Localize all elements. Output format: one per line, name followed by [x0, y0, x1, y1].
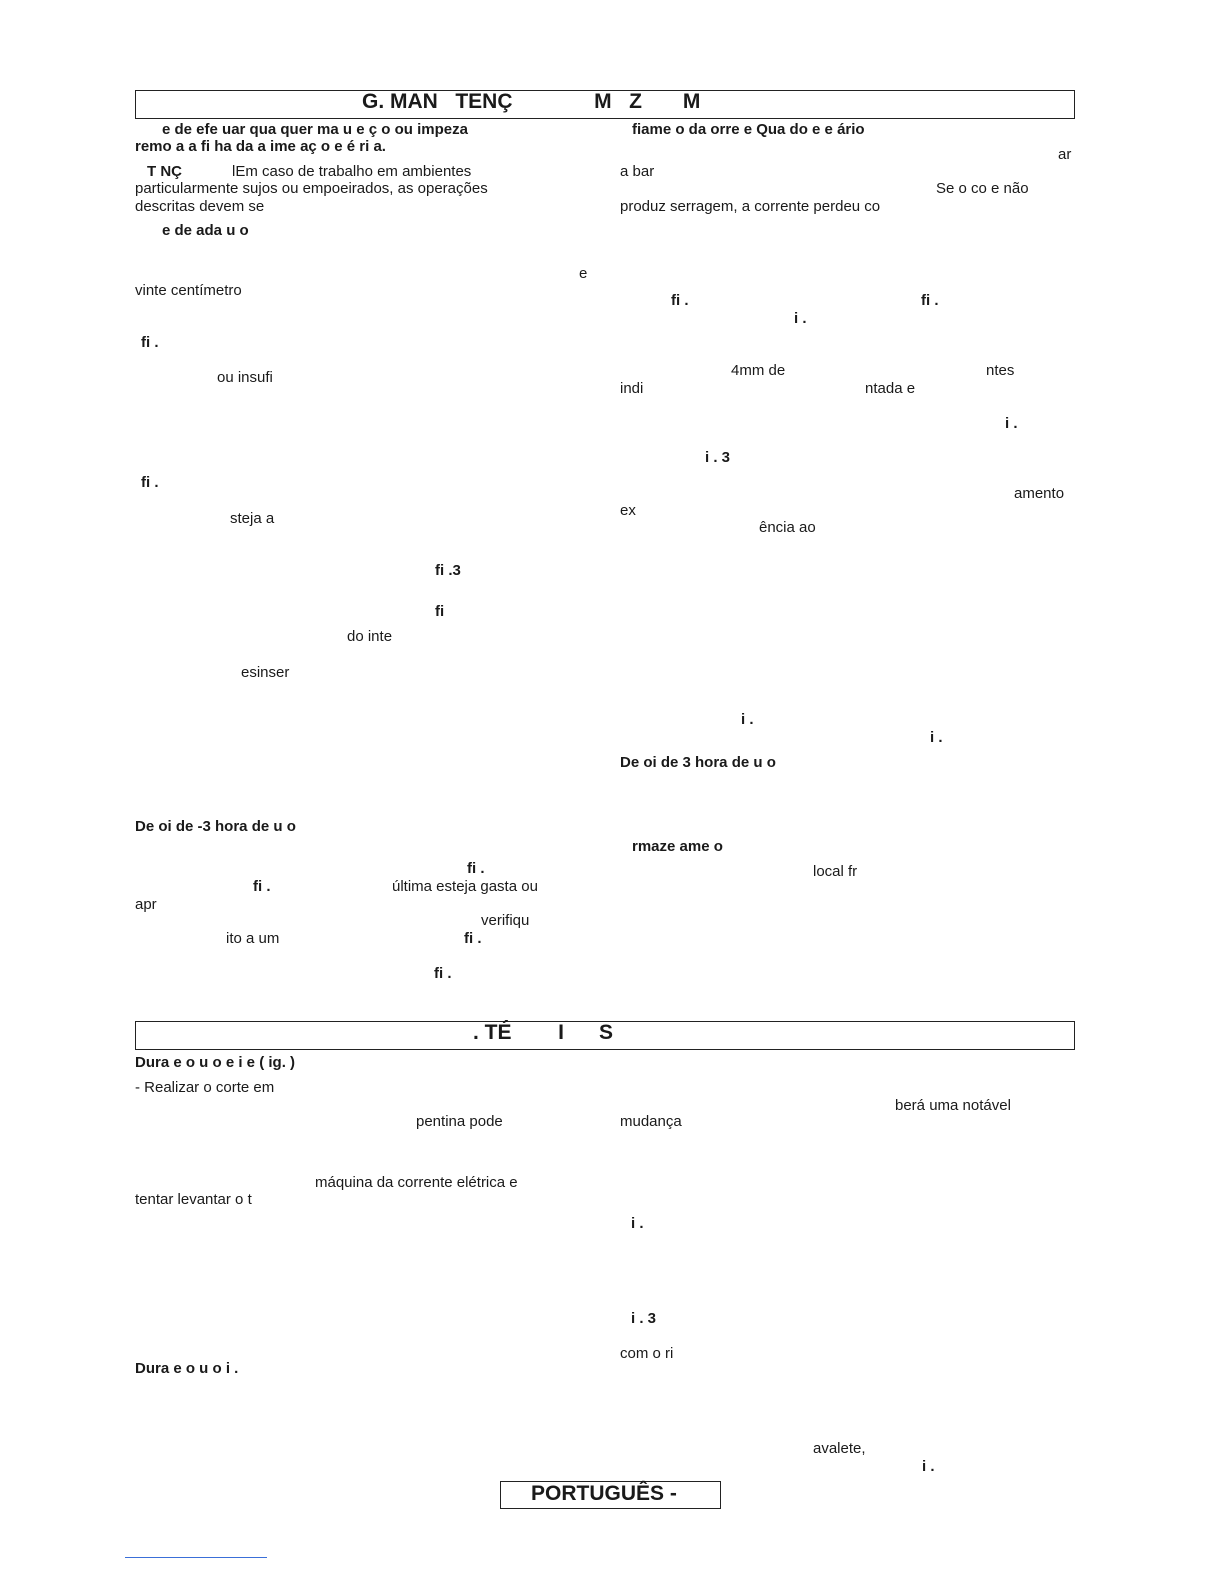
- right-fig-ref-1: fi .: [671, 292, 689, 309]
- left-subhead-after-hours: De oi de -3 hora de u o: [135, 818, 296, 835]
- right-text-14: ência ao: [759, 519, 816, 536]
- right-fig-ref-5: i . 3: [705, 449, 731, 466]
- right-fig-ref-3: i .: [794, 310, 807, 327]
- left-text-16: esinser: [241, 664, 290, 681]
- left-fig-ref-6: fi .: [253, 878, 271, 895]
- right-subhead-after-hours: De oi de 3 hora de u o: [620, 754, 776, 771]
- right-text-2: ar: [1058, 146, 1072, 163]
- right-subhead-chain-sharpening: fiame o da orre e Qua do e e ário: [632, 121, 865, 138]
- right-text-9b: ntada e: [865, 380, 916, 397]
- left-text-1: e de efe uar qua quer ma u e ç o ou impeza: [162, 121, 468, 138]
- right-text-19: local fr: [813, 863, 858, 880]
- right-fig-ref-6: i .: [741, 711, 754, 728]
- section-g-title: G. MAN TENÇ M Z M: [362, 90, 701, 113]
- tech-left-text-2: - Realizar o corte em: [135, 1079, 275, 1096]
- left-text-4: particularmente sujos ou empoeirados, as operações: [135, 180, 488, 197]
- left-fig-ref-2: fi .: [141, 474, 159, 491]
- right-text-13: ex: [620, 502, 636, 519]
- right-text-4: Se o co e não: [936, 180, 1029, 197]
- right-text-8b: ntes: [986, 362, 1015, 379]
- tech-right-text-1: berá uma notável: [895, 1097, 1011, 1114]
- left-text-19: última esteja gasta ou: [392, 878, 538, 895]
- right-text-3: a bar: [620, 163, 655, 180]
- left-fig-ref-1: fi .: [141, 334, 159, 351]
- left-text-3: lEm caso de trabalho em ambientes: [232, 163, 472, 180]
- left-text-20: apr: [135, 896, 157, 913]
- tech-subhead-during-use-2: Dura e o u o i .: [135, 1360, 239, 1377]
- left-text-22: ito a um: [226, 930, 280, 947]
- tech-right-text-2: mudança: [620, 1113, 682, 1130]
- left-fig-ref-3: fi .3: [435, 562, 461, 579]
- right-fig-ref-2: fi .: [921, 292, 939, 309]
- footnote-rule: [125, 1557, 267, 1558]
- left-text-21: verifiqu: [481, 912, 530, 929]
- left-fig-ref-5: fi .: [467, 860, 485, 877]
- tech-right-fig-ref-1: i .: [631, 1215, 644, 1232]
- right-fig-ref-7: i .: [930, 729, 943, 746]
- left-subhead-each-use: e de ada u o: [162, 222, 249, 239]
- left-text-12: steja a: [230, 510, 275, 527]
- tech-subhead-during-use: Dura e o u o e i e ( ig. ): [135, 1054, 296, 1071]
- left-fig-ref-4: fi: [435, 603, 445, 620]
- left-text-10: ou insufi: [217, 369, 273, 386]
- tech-right-fig-ref-3: i .: [922, 1458, 935, 1475]
- right-subhead-storage: rmaze ame o: [632, 838, 723, 855]
- tech-left-text-5: tentar levantar o t: [135, 1191, 252, 1208]
- left-text-2: remo a a fi ha da a ime aç o e é ri a.: [135, 138, 386, 155]
- tech-right-fig-ref-2: i . 3: [631, 1310, 657, 1327]
- right-text-9a: indi: [620, 380, 644, 397]
- tech-left-text-4: máquina da corrente elétrica e: [315, 1174, 518, 1191]
- left-text-5: descritas devem se: [135, 198, 265, 215]
- tech-right-text-5: com o ri: [620, 1345, 674, 1362]
- right-text-12: amento: [1014, 485, 1065, 502]
- left-text-7: e: [579, 265, 588, 282]
- attention-label: T NÇ: [147, 163, 182, 180]
- left-fig-ref-8: fi .: [434, 965, 452, 982]
- right-fig-ref-4: i .: [1005, 415, 1018, 432]
- right-text-5: produz serragem, a corrente perdeu co: [620, 198, 881, 215]
- footer-language-label: PORTUGUÊS -: [531, 1482, 677, 1505]
- left-text-8: vinte centímetro: [135, 282, 242, 299]
- left-fig-ref-7: fi .: [464, 930, 482, 947]
- right-text-8a: 4mm de: [731, 362, 786, 379]
- section-tech-title: . TÉ I S: [473, 1021, 614, 1044]
- tech-right-text-6: avalete,: [813, 1440, 866, 1457]
- tech-left-text-3: pentina pode: [416, 1113, 503, 1130]
- left-text-15: do inte: [347, 628, 393, 645]
